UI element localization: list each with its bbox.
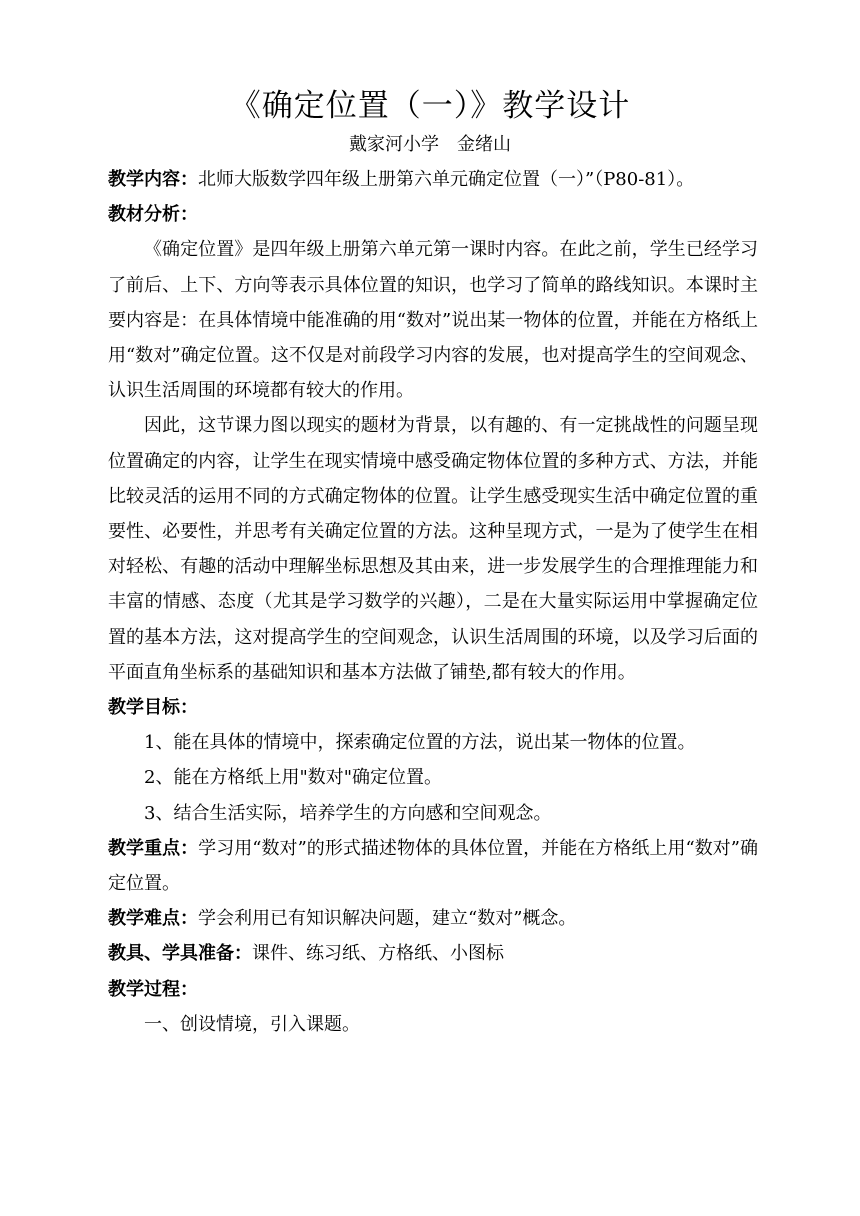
process-step: 一、创设情境，引入课题。 xyxy=(144,1013,360,1035)
tools-text: 课件、练习纸、方格纸、小图标 xyxy=(252,943,504,965)
tools-label: 教具、学具准备： xyxy=(108,943,252,965)
analysis-paragraph-2: 因此，这节课力图以现实的题材为背景，以有趣的、有一定挑战性的问题呈现位置确定的内容，让学生在现实情境中感受确定物体位置的多种方式、方法，并能比较灵活的运用不同的方式确定物体的位置。让学生感受现实生活中确定位置的重要性、必要性，并思考有关确定位置的方法。这种呈现方式，一是为了使学生在相对轻松、有趣的活动中理解坐标思想及其由来，进一步发展学生的合理推理能力和丰富的情感、态度（尤其是学习数学的兴趣），二是在大量实际运用中掌握确定位置的基本方法，这对提高学生的空间观念，认识生活周围的环境，以及学习后面的平面直角坐标系的基础知识和基本方法做了铺垫,都有较大的作用。 xyxy=(108,415,758,683)
goal-item: 1、能在具体的情境中，探索确定位置的方法，说出某一物体的位置。 xyxy=(144,732,696,754)
teaching-content-label: 教学内容： xyxy=(108,169,198,190)
material-analysis-heading xyxy=(108,197,758,232)
author-byline: 戴家河小学 金绪山 xyxy=(349,134,511,155)
teaching-tools xyxy=(108,936,758,971)
document-body xyxy=(108,162,758,1042)
teaching-content xyxy=(108,162,758,197)
teaching-goals-heading xyxy=(108,690,758,725)
key-point-label: 教学重点： xyxy=(108,837,199,859)
teaching-process-heading xyxy=(108,972,758,1007)
document-title: 《确定位置（一）》教学设计 xyxy=(229,88,631,124)
analysis-paragraph-1: 《确定位置》是四年级上册第六单元第一课时内容。在此之前，学生已经学习了前后、上下、方向等表示具体位置的知识，也学习了简单的路线知识。本课时主要内容是：在具体情境中能准确的用“数对”说出某一物体的位置，并能在方格纸上用“数对”确定位置。这不仅是对前段学习内容的发展，也对提高学生的空间观念、认识生活周围的环境都有较大的作用。 xyxy=(108,239,758,402)
goal-item: 2、能在方格纸上用"数对"确定位置。 xyxy=(144,767,443,789)
difficulty-label: 教学难点： xyxy=(108,908,198,930)
teaching-process-label: 教学过程： xyxy=(108,978,198,1000)
difficulty-text: 学会利用已有知识解决问题，建立“数对”概念。 xyxy=(198,908,577,930)
teaching-content-text: 北师大版数学四年级上册第六单元确定位置（一）”（P80-81）。 xyxy=(198,169,695,190)
teaching-key-point xyxy=(108,831,758,901)
goal-item: 3、结合生活实际，培养学生的方向感和空间观念。 xyxy=(144,802,552,824)
key-point-text: 学习用“数对”的形式描述物体的具体位置，并能在方格纸上用“数对”确定位置。 xyxy=(108,837,759,895)
teaching-goals-label: 教学目标： xyxy=(108,697,198,719)
teaching-difficulty xyxy=(108,901,758,936)
material-analysis-label: 教材分析： xyxy=(108,204,198,226)
